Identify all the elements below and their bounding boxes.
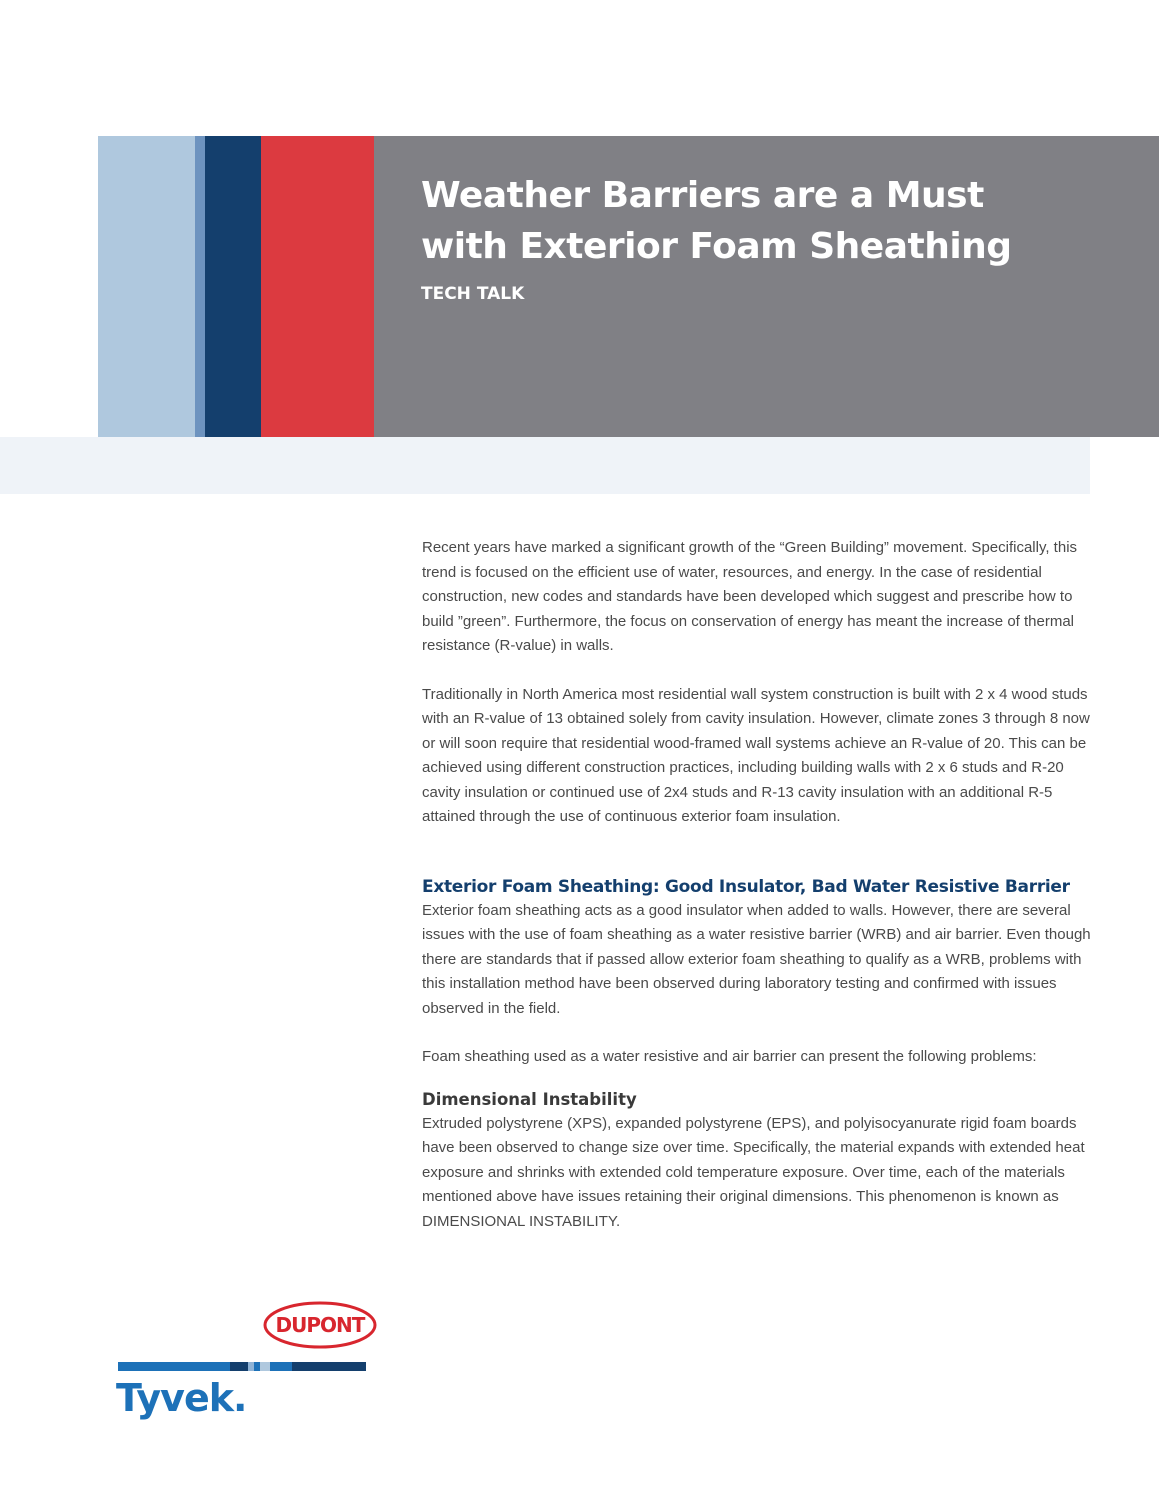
stripe-navy	[205, 136, 261, 437]
header-banner	[98, 136, 1159, 437]
page-title	[421, 170, 1121, 272]
tyvek-logo-bar	[118, 1362, 366, 1371]
page-subtitle: TECH TALK	[421, 284, 525, 304]
subsection-heading: Dimensional Instability	[422, 1089, 637, 1109]
section-heading: Exterior Foam Sheathing: Good Insulator, Bad Water Resistive Barrier	[422, 876, 1070, 897]
section-paragraph-2: Foam sheathing used as a water resistive and air barrier can present the following problems:	[422, 1048, 1037, 1065]
intro-paragraph-2: Traditionally in North America most residential wall system construction is built with 2 x 4 wood studs with an R-value of 13 obtained solely from cavity insulation. However, climate zones 3 through 8 now or will soon require that residential wood-framed wall systems achieve an R-value of 20. This can be achieved using different construction practices, including building walls with 2 x 6 studs and R-20 cavity insulation or continued use of 2x4 studs and R-13 cavity insulation with an additional R-5 attained through the use of continuous exterior foam insulation.	[422, 685, 1090, 825]
article-body	[422, 536, 1102, 1234]
stripe-red	[261, 136, 374, 437]
dupont-logo	[262, 1300, 378, 1350]
logo-bar-segment	[292, 1362, 366, 1371]
intro-paragraph-1: Recent years have marked a significant growth of the “Green Building” movement. Specifically, this trend is focused on the efficient use of water, resources, and energy. In the case of residential construction, new codes and standards have been developed which suggest and prescribe how to build ”green”. Furthermore, the focus on conservation of energy has meant the increase of thermal resistance (R-value) in walls.	[422, 539, 1078, 654]
logo-bar-segment	[230, 1362, 248, 1371]
logo-bar-segment	[270, 1362, 292, 1371]
stripe-light-blue	[98, 136, 195, 437]
subsection-paragraph: Extruded polystyrene (XPS), expanded polystyrene (EPS), and polyisocyanurate rigid foam boards have been observed to change size over time. Specifically, the material expands with extended heat exposure and shrinks with extended cold temperature exposure. Over time, each of the materials mentioned above have issues retaining their original dimensions. This phenomenon is known as DIMENSIONAL INSTABILITY.	[422, 1114, 1085, 1230]
title-line-1: Weather Barriers are a Must	[421, 175, 984, 216]
stripe-mid-blue	[195, 136, 205, 437]
header-band	[0, 437, 1090, 494]
section-paragraph-1: Exterior foam sheathing acts as a good insulator when added to walls. However, there are several issues with the use of foam sheathing as a water resistive barrier (WRB) and air barrier. Even though there are standards that if passed allow exterior foam sheathing to qualify as a WRB, problems with this installation method have been observed during laboratory testing and confirmed with issues observed in the field.	[422, 901, 1091, 1017]
tyvek-logo: Tyvek.	[116, 1376, 247, 1420]
title-line-2: with Exterior Foam Sheathing	[421, 226, 1012, 267]
logo-bar-segment	[118, 1362, 230, 1371]
logo-bar-segment	[260, 1362, 270, 1371]
dupont-logo-text: DUPONT	[275, 1313, 365, 1337]
